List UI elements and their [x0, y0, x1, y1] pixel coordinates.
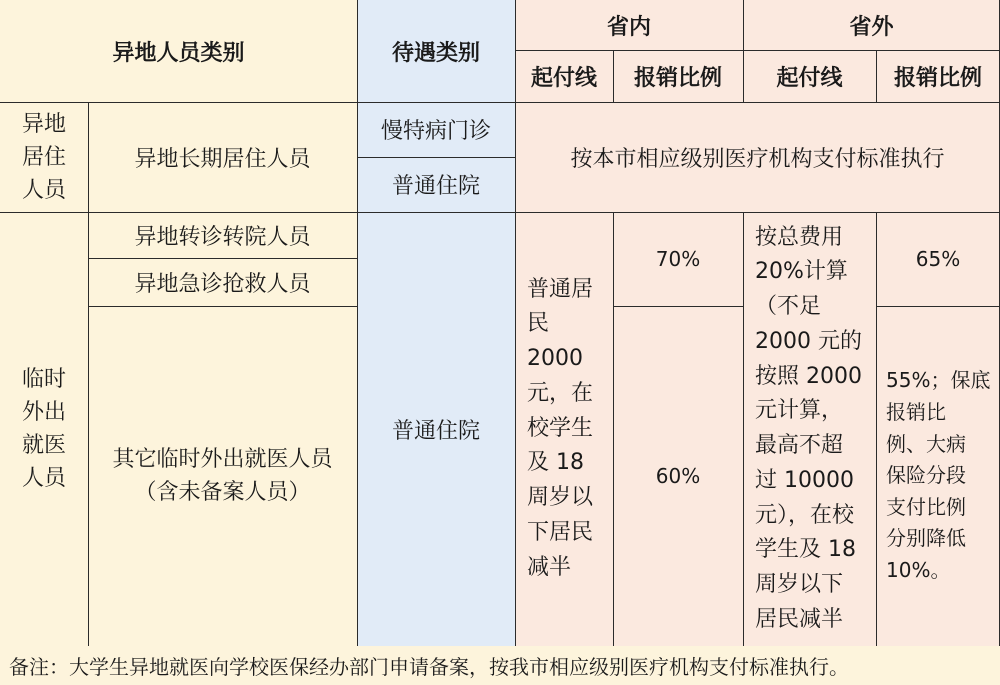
header-threshold-in: 起付线 — [515, 50, 613, 102]
group2-benefit: 普通住院 — [357, 212, 515, 646]
group1-merged-standard: 按本市相应级别医疗机构支付标准执行 — [515, 102, 1000, 212]
header-ratio-out: 报销比例 — [876, 50, 1000, 102]
group1-benefit-outpatient: 慢特病门诊 — [357, 102, 515, 157]
group2-subtype3: 其它临时外出就医人员 （含未备案人员） — [88, 306, 357, 646]
group2-threshold-out: 按总费用 20%计算 （不足 2000 元的 按照 2000 元计算， 最高不超 过 10000 元），在校 学生及 18 周岁以下 居民减半 — [743, 212, 876, 646]
group1-benefit-inpatient: 普通住院 — [357, 157, 515, 212]
header-out-province: 省外 — [743, 0, 1000, 50]
group2-subtype2: 异地急诊抢救人员 — [88, 258, 357, 306]
group2-ratio-in-2: 60% — [613, 306, 743, 646]
group1-label: 异地 居住 人员 — [0, 102, 88, 212]
header-benefit-type: 待遇类别 — [357, 0, 515, 102]
group2-ratio-in-1: 70% — [613, 212, 743, 306]
group2-subtype1: 异地转诊转院人员 — [88, 212, 357, 258]
group1-subtype: 异地长期居住人员 — [88, 102, 357, 212]
header-category: 异地人员类别 — [0, 0, 357, 102]
group2-ratio-out-2: 55%；保底 报销比 例、大病 保险分段 支付比例 分别降低 10%。 — [876, 306, 1000, 646]
group2-label: 临时 外出 就医 人员 — [0, 212, 88, 646]
header-in-province: 省内 — [515, 0, 743, 50]
header-threshold-out: 起付线 — [743, 50, 876, 102]
group2-threshold-in: 普通居 民 2000 元，在 校学生 及 18 周岁以 下居民 减半 — [515, 212, 613, 646]
footnote: 备注：大学生异地就医向学校医保经办部门申请备案，按我市相应级别医疗机构支付标准执行。 — [0, 646, 1000, 685]
header-ratio-in: 报销比例 — [613, 50, 743, 102]
group2-ratio-out-1: 65% — [876, 212, 1000, 306]
